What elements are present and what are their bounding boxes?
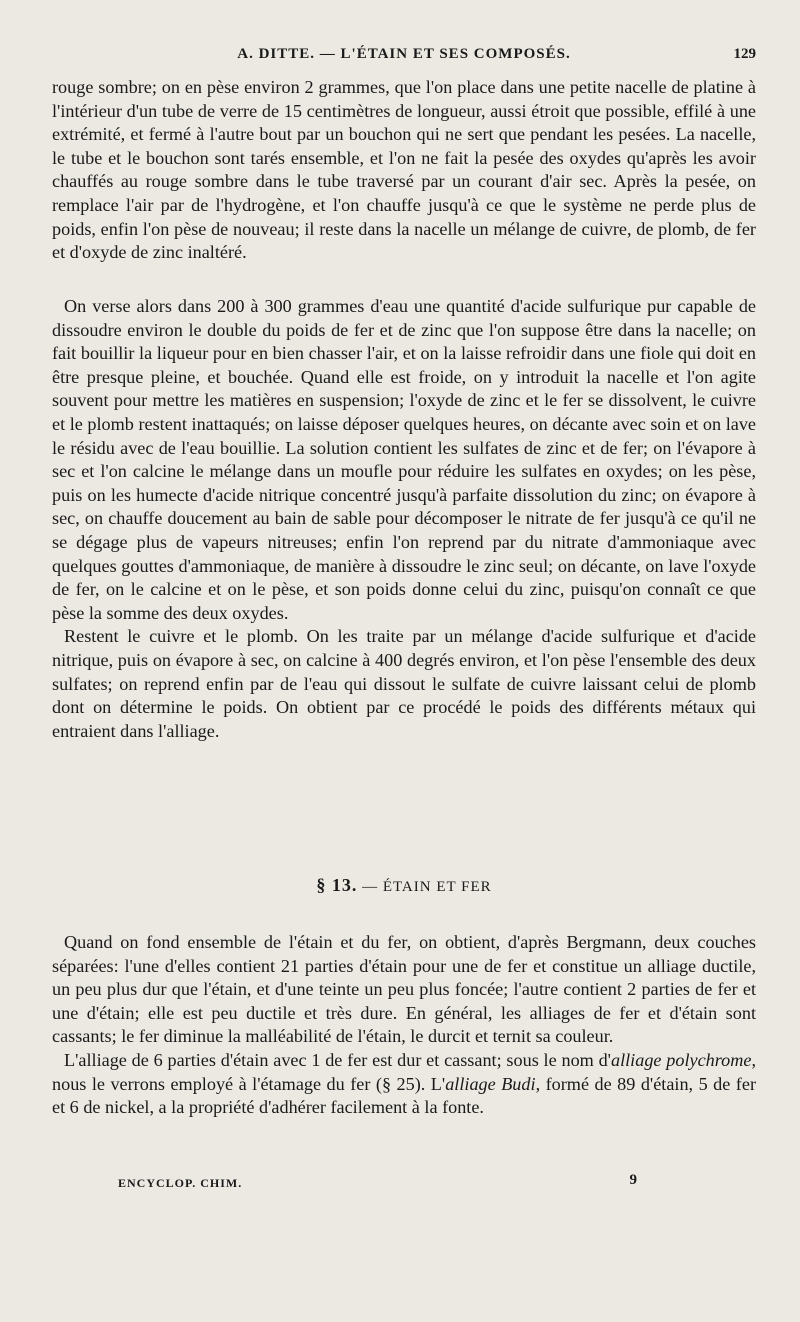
- section-heading: [52, 875, 756, 896]
- text-block-top: [52, 76, 756, 265]
- paragraph: [52, 1049, 756, 1120]
- text-block-middle: [52, 295, 756, 743]
- paragraph: Restent le cuivre et le plomb. On les traite par un mélange d'acide sulfurique et d'acide nitrique, puis on évapore à sec, on calcine à 400 degrés environ, et l'on pèse l'ensemble des deux sulfates; on reprend enfin par de l'eau qui dissout le sulfate de cuivre laissant celui de plomb dont on détermine le poids. On obtient par ce procédé le poids des différents métaux qui entraient dans l'alliage.: [52, 626, 756, 741]
- paragraph: rouge sombre; on en pèse environ 2 grammes, que l'on place dans une petite nacelle de platine à l'intérieur d'un tube de verre de 15 centimètres de longueur, aussi étroit que possible, effilé à une extrémité, et fermé à l'autre bout par un bouchon qui ne sert que pendant les pesées. La nacelle, le tube et le bouchon sont tarés ensemble, et l'on ne fait la pesée des oxydes qu'après les avoir chauffés au rouge sombre dans le tube traversé par un courant d'air sec. Après la pesée, on remplace l'air par de l'hydrogène, et l'on chauffe jusqu'à ce que le système ne perde plus de poids, enfin l'on pèse de nouveau; il reste dans la nacelle un mélange de cuivre, de plomb, de fer et d'oxyde de zinc inaltéré.: [52, 77, 756, 263]
- page-footer: [118, 1172, 638, 1194]
- italic-term: alliage Budi: [445, 1073, 536, 1094]
- running-head: A. DITTE. — L'ÉTAIN ET SES COMPOSÉS.: [237, 46, 571, 62]
- italic-term: alliage polychrome: [610, 1049, 752, 1070]
- text-block-bottom: [52, 931, 756, 1120]
- section-title: — ÉTAIN ET FER: [362, 879, 492, 895]
- section-number: § 13.: [316, 875, 358, 895]
- page-number: 129: [733, 46, 756, 62]
- paragraph: On verse alors dans 200 à 300 grammes d'eau une quantité d'acide sulfurique pur capable de dissoudre environ le double du poids de fer et de zinc que l'on suppose être dans la nacelle; on fait bouillir la liqueur pour en bien chasser l'air, et on la laisse refroidir dans une fiole qui doit en être presque pleine, et bouchée. Quand elle est froide, on y introduit la nacelle et l'on agite souvent pour mettre les matières en suspension; l'oxyde de zinc et le fer se dissolvent, le cuivre et le plomb restent inattaqués; on laisse déposer quelques heures, on décante avec soin et on lave le résidu avec de l'eau bouillie. La solution contient les sulfates de zinc et de fer; on l'évapore à sec et l'on calcine le mélange dans un moufle pour réduire les sulfates en oxydes; on les pèse, puis on les humecte d'acide nitrique concentré jusqu'à parfaite dissolution du zinc; on évapore à sec, on chauffe doucement au bain de sable pour décomposer le nitrate de fer jusqu'à ce qu'il ne se dégage plus de vapeurs nitreuses; enfin l'on reprend par du nitrate d'ammoniaque avec quelques gouttes d'ammoniaque, de manière à dissoudre le zinc seul; on décante, on lave l'oxyde de fer, on le calcine et on le pèse, et son poids donne celui du zinc, puisqu'on connaît ce que pèse la somme des deux oxydes.: [52, 296, 756, 623]
- page-header: [52, 46, 756, 72]
- text-run: , formé de 89 d'étain, 5 de fer et 6 de nickel, a la propriété d'adhérer facilement à la fonte.: [52, 1073, 756, 1118]
- signature-label: ENCYCLOP. CHIM.: [118, 1176, 243, 1190]
- paragraph: Quand on fond ensemble de l'étain et du fer, on obtient, d'après Bergmann, deux couches séparées: l'une d'elles contient 21 parties d'étain pour une de fer et constitue un alliage ductile, un peu plus dur que l'étain, et d'une teinte un peu plus foncée; l'autre contient 2 parties de fer et une d'étain; elle est peu ductile et très dure. En général, les alliages de fer et d'étain sont cassants; le fer diminue la malléabilité de l'étain, le durcit et ternit sa couleur.: [52, 932, 756, 1047]
- text-run: , nous le verrons employé à l'étamage du fer (§ 25). L': [52, 1049, 756, 1094]
- signature-number: 9: [629, 1172, 638, 1188]
- text-run: L'alliage de 6 parties d'étain avec 1 de fer est dur et cassant; sous le nom d': [64, 1049, 611, 1070]
